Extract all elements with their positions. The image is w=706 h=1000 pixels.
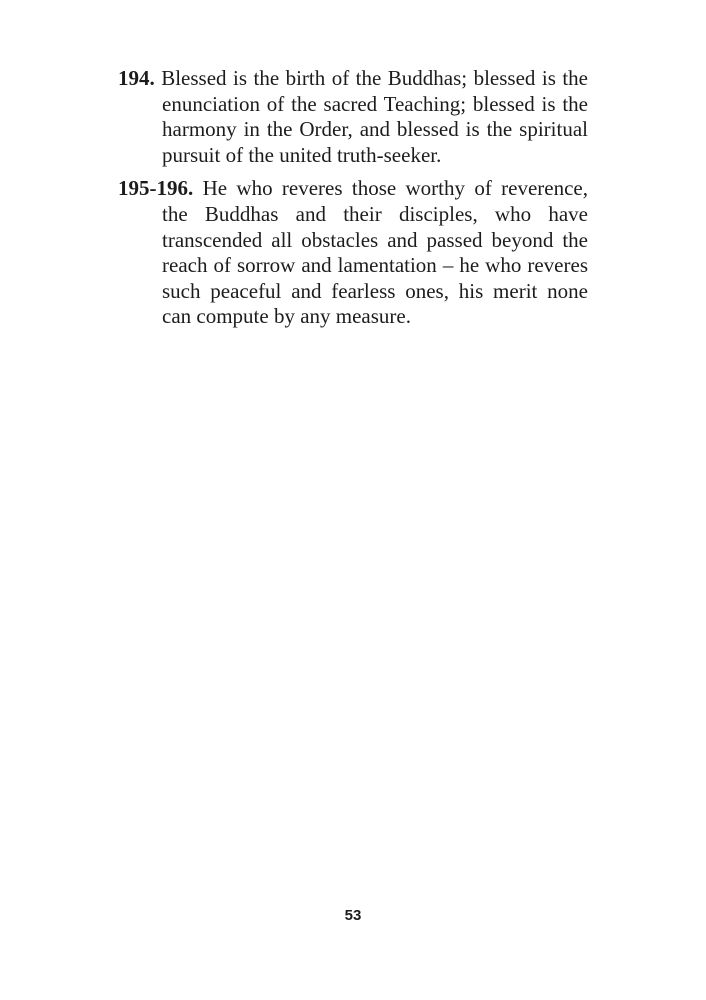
verse-list [118, 66, 588, 330]
verse-194 [118, 66, 588, 168]
verse-number: 195-196. [118, 176, 194, 201]
verse-text: He who reveres those worthy of reverence, the Buddhas and their disciples, who have transcended all obstacles and passed beyond the reach of sorrow and lamentation – he who reveres such peaceful and fearless ones, his merit none can compute by any measure. [162, 176, 589, 329]
verse-195-196 [118, 176, 588, 330]
verse-text: Blessed is the birth of the Buddhas; blessed is the enunciation of the sacred Teaching; blessed is the harmony in the Order, and blessed is the spiritual pursuit of the united truth-seeker. [161, 66, 588, 167]
verse-number: 194. [118, 66, 155, 90]
page-number: 53 [344, 907, 362, 924]
